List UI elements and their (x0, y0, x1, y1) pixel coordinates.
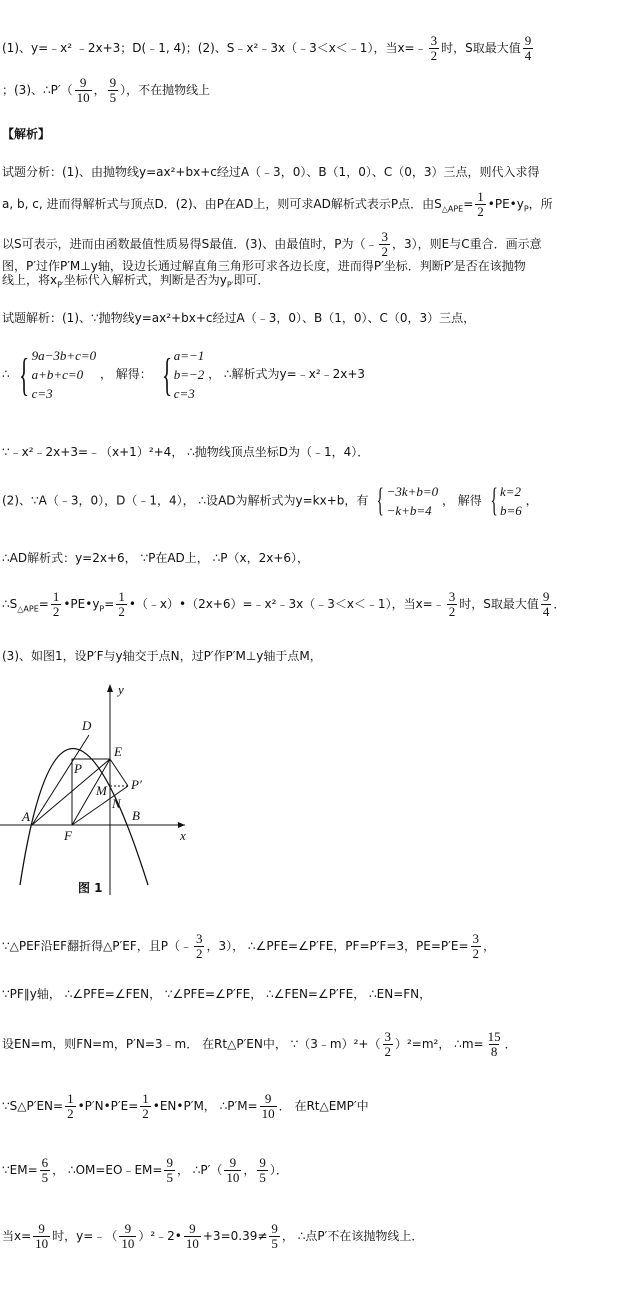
label-y: y (118, 682, 124, 697)
fraction: $\frac{9}{5}$ (166, 1155, 173, 1185)
fraction: $\frac{9}{10}$ (185, 1221, 199, 1251)
figure-caption: 图 1 (78, 881, 103, 895)
fraction: $\frac{1}{2}$ (477, 189, 484, 219)
parabola-figure (0, 680, 200, 900)
y-axis-arrow-icon (107, 684, 113, 692)
fraction: $\frac{1}{2}$ (52, 589, 60, 619)
answer-text: ， (93, 83, 106, 97)
fraction: $\frac{1}{2}$ (67, 1091, 74, 1121)
fraction: $\frac{1}{2}$ (142, 1091, 149, 1121)
fraction: $\frac{3}{2}$ (381, 229, 388, 259)
label-B: B (132, 808, 140, 823)
fraction: $\frac{3}{2}$ (384, 1029, 391, 1059)
part3-line-2: ∵PF∥y轴， ∴∠PFE=∠FEN， ∵∠PFE=∠P′FE， ∴∠FEN=∠P′FE， ∴EN=FN， (2, 987, 432, 1001)
fraction: $\frac{9}{4}$ (524, 33, 532, 63)
fraction: $\frac{9}{5}$ (109, 75, 117, 105)
fraction: $\frac{3}{2}$ (195, 931, 203, 961)
label-N: N (112, 796, 121, 811)
fraction: $\frac{9}{10}$ (35, 1221, 49, 1251)
analysis-line-2: a, b, c, 进而得解析式与顶点D．(2)、由P在AD上，则可求AD解析式表示P点．由$S_{\triangle APE}=$ $\frac{1}{2}$ $•PE•y_P$，所 (2, 189, 553, 219)
answer-text: ；(3)、∴P′（ (2, 83, 73, 97)
answer-text: (1)、y=﹣x² ﹣2x+3；D(﹣1, 4)；(2)、S﹣x²﹣3x（﹣3＜x＜﹣1），当x=﹣ (2, 41, 427, 55)
label-P: P (74, 761, 82, 776)
solution-line-6: $\therefore S_{\triangle APE}=$ $\frac{1}{2}$ $•PE•y_P=$ $\frac{1}{2}$ •（﹣x）•（2x+6）=﹣x²﹣3x（﹣3＜x＜﹣1），当x=﹣ $\frac{3}{2}$ 时，S取最大值 $\frac{9}{4}$ ． (2, 589, 566, 619)
part3-line-6: 当x= $\frac{9}{10}$ 时，y=﹣（ $\frac{9}{10}$ ）²﹣2• $\frac{9}{10}$ +3=0.39≠ $\frac{9}{5}$ ， ∴点P′不在该抛物线上． (2, 1221, 424, 1251)
label-M: M (96, 783, 107, 798)
solution-line-5: ∴AD解析式：y=2x+6， ∵P在AD上， ∴P（x，2x+6）， (2, 551, 310, 565)
solution-line-4: (2)、∵A（﹣3，0），D（﹣1，4）， ∴设AD为解析式为y=kx+b，有 { −3k+b=0 −k+b=4 ， 解得 { k=2 b=6 ， (2, 482, 538, 519)
answer-line-2 (2, 76, 210, 105)
fraction: $\frac{1}{2}$ (118, 589, 125, 619)
part3-line-4: ∵S△P′EN= $\frac{1}{2}$ •P′N•P′E= $\frac{1}{2}$ •EN•P′M， ∴P′M= $\frac{9}{10}$ ． 在Rt△EMP′中 (2, 1091, 369, 1121)
line-EPprime (110, 759, 128, 786)
label-A: A (22, 809, 30, 824)
line-AD (32, 735, 89, 825)
analysis-line-4: 图，P′过作P′M⊥y轴，设边长通过解直角三角形可求各边长度，进而得P′坐标．判断P′是否在该抛物 (2, 259, 526, 273)
fraction: $\frac{9}{4}$ (542, 589, 550, 619)
label-D: D (82, 718, 92, 733)
part3-line-5: ∵EM= $\frac{6}{5}$ ， ∴OM=EO﹣EM= $\frac{9}{5}$ ， ∴P′（ $\frac{9}{10}$ ， $\frac{9}{5}$ ）． (2, 1155, 288, 1185)
part3-line-1: ∵△PEF沿EF翻折得△P′EF，且P（﹣ $\frac{3}{2}$ ，3）， ∴∠PFE=∠P′FE，PF=P′F=3，PE=P′E= $\frac{3}{2}$ ， (2, 931, 496, 961)
fraction: $\frac{3}{2}$ (448, 589, 456, 619)
label-x: x (180, 828, 186, 843)
fraction: $\frac{3}{2}$ (430, 33, 438, 63)
solution-line-3: ∵﹣x²﹣2x+3=﹣（x+1）²+4， ∴抛物线顶点坐标D为（﹣1，4）． (2, 445, 370, 459)
answer-text: 时，S取最大值 (441, 41, 521, 55)
answer-line-1 (2, 34, 535, 63)
label-F: F (64, 828, 72, 843)
equation-system: { −3k+b=0 −k+b=4 (376, 482, 439, 519)
equation-system-line: ∴ { 9a−3b+c=0 a+b+c=0 c=3 ， 解得： { a=−1 b=−2 c=3 ， ∴解析式为y=﹣x²﹣2x+3 (2, 348, 366, 401)
part3-line-3: 设EN=m，则FN=m，P′N=3﹣m． 在Rt△P′EN中， ∵（3﹣m）²+（ $\frac{3}{2}$ ）²=m²， ∴m= $\frac{15}{8}$ ． (2, 1029, 517, 1059)
fraction: $\frac{9}{5}$ (259, 1155, 266, 1185)
label-E: E (114, 744, 122, 759)
analysis-line-1: 试题分析：(1)、由抛物线y=ax²+bx+c经过A（﹣3，0）、B（1，0）、C（0，3）三点，则代入求得 (2, 165, 540, 179)
analysis-line-3: 以S可表示，进而由函数最值性质易得S最值．(3)、由最值时，P为（﹣ $\frac{3}{2}$ ，3），则E与C重合．画示意 (2, 229, 542, 259)
solution-line-7: (3)、如图1，设P′F与y轴交于点N，过P′作P′M⊥y轴于点M， (2, 649, 322, 663)
solution-system: { a=−1 b=−2 c=3 (161, 348, 205, 401)
fraction: $\frac{9}{10}$ (121, 1221, 135, 1251)
fraction: $\frac{9}{5}$ (271, 1221, 278, 1251)
solution-system: { k=2 b=6 (490, 482, 522, 519)
equation-system: { 9a−3b+c=0 a+b+c=0 c=3 (19, 348, 97, 401)
fraction: $\frac{6}{5}$ (41, 1155, 49, 1185)
answer-text: ），不在抛物线上 (120, 83, 211, 97)
analysis-line-5: 线上，将$x_{P'}$坐标代入解析式，判断是否为$y_{P'}$即可． (2, 273, 270, 290)
fraction: $\frac{9}{10}$ (226, 1155, 240, 1185)
fraction: $\frac{9}{10}$ (76, 75, 90, 105)
fraction: $\frac{3}{2}$ (472, 931, 480, 961)
section-heading: 【解析】 (2, 127, 51, 141)
solution-line-1: 试题解析：(1)、∵抛物线y=ax²+bx+c经过A（﹣3，0）、B（1，0）、C（0，3）三点， (2, 311, 476, 325)
label-Pprime: P′ (131, 777, 142, 792)
fraction: $\frac{9}{10}$ (261, 1091, 275, 1121)
fraction: $\frac{15}{8}$ (487, 1029, 501, 1059)
